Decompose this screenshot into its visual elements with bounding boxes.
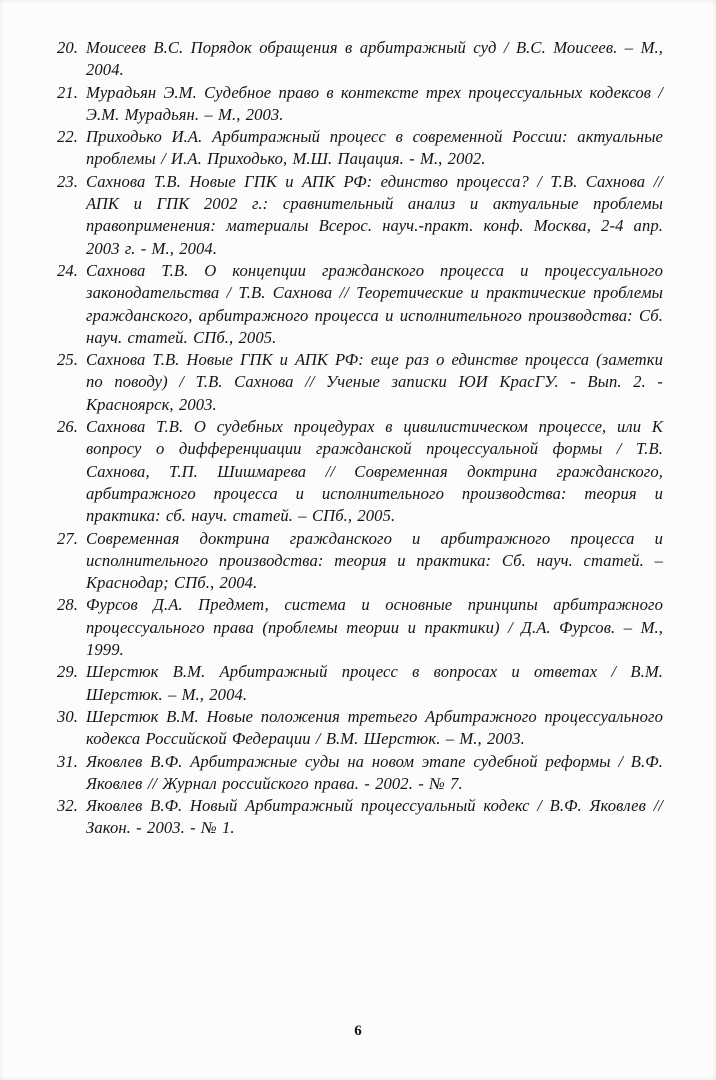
item-text: Яковлев В.Ф. Арбитражные суды на новом этапе судебной реформы / В.Ф. Яковлев // Журнал российского права. - 2002. - № 7. <box>86 751 663 793</box>
item-text: Шерстюк В.М. Новые положения третьего Арбитражного процессуального кодекса Российской Федерации / В.М. Шерстюк. – М., 2003. <box>86 706 663 749</box>
reference-list <box>57 37 663 840</box>
page-footer <box>0 1022 716 1040</box>
item-text: Моисеев В.С. Порядок обращения в арбитражный суд / В.С. Моисеев. – М., 2004. <box>86 38 663 80</box>
reference-item <box>57 416 663 527</box>
item-text: Сахнова Т.В. Новые ГПК и АПК РФ: еще раз о единстве процесса (заметки по поводу) / Т.В. Сахнова // Ученые записки ЮИ КрасГУ. - Вып. 2. - Красноярск, 2003. <box>86 350 663 414</box>
reference-item <box>57 37 663 82</box>
item-number: 21. <box>57 82 79 102</box>
item-text: Фурсов Д.А. Предмет, система и основные принципы арбитражного процессуального права (проблемы теории и практики) / Д.А. Фурсов. – М., 1999. <box>86 595 663 660</box>
item-text: Шерстюк В.М. Арбитражный процесс в вопросах и ответах / В.М. Шерстюк. – М., 2004. <box>86 662 663 704</box>
item-text: Сахнова Т.В. Новые ГПК и АПК РФ: единство процесса? / Т.В. Сахнова // АПК и ГПК 2002 г.: сравнительный анализ и актуальные проблемы правоприменения: материалы Всерос. науч.-практ. конф. Москва, 2-4 апр. 2003 г. - М., 2004. <box>86 171 663 258</box>
item-text: Сахнова Т.В. О концепции гражданского процесса и процессуального законодательства / Т.В. Сахнова // Теоретические и практические проблемы гражданского, арбитражного процесса и исполнительного производства: Сб. науч. статей. СПб., 2005. <box>86 260 663 347</box>
item-number: 24. <box>57 260 79 280</box>
reference-item <box>57 751 663 796</box>
item-text: Сахнова Т.В. О судебных процедурах в цивилистическом процессе, или К вопросу о дифференциации гражданской процессуальной формы / Т.В. Сахнова, Т.П. Шишмарева // Современная доктрина гражданского, арбитражного процесса и исполнительного производства: теория и практика: сб. науч. статей. – СПб., 2005. <box>86 417 663 526</box>
item-number: 28. <box>57 595 79 615</box>
item-number: 29. <box>57 662 79 682</box>
reference-item <box>57 126 663 171</box>
item-number: 31. <box>57 751 79 771</box>
item-text: Современная доктрина гражданского и арбитражного процесса и исполнительного производства: теория и практика: Сб. науч. статей. – Краснодар; СПб., 2004. <box>86 528 663 593</box>
item-number: 20. <box>57 38 79 57</box>
reference-item <box>57 795 663 840</box>
item-number: 27. <box>57 528 79 548</box>
item-text: Мурадьян Э.М. Судебное право в контексте трех процессуальных кодексов / Э.М. Мурадьян. – М., 2003. <box>86 82 663 124</box>
item-number: 25. <box>57 350 79 370</box>
reference-item <box>57 349 663 416</box>
reference-item <box>57 661 663 706</box>
item-number: 23. <box>57 171 79 191</box>
item-text: Яковлев В.Ф. Новый Арбитражный процессуальный кодекс / В.Ф. Яковлев // Закон. - 2003. - № 1. <box>86 796 663 838</box>
reference-item <box>57 528 663 595</box>
reference-item <box>57 594 663 661</box>
page-number: 6 <box>354 1023 362 1039</box>
item-number: 22. <box>57 127 79 147</box>
reference-item <box>57 82 663 127</box>
reference-item <box>57 171 663 260</box>
item-number: 26. <box>57 417 79 437</box>
item-text: Приходько И.А. Арбитражный процесс в современной России: актуальные проблемы / И.А. Приходько, М.Ш. Пацация. - М., 2002. <box>86 127 663 169</box>
item-number: 32. <box>57 796 79 816</box>
item-number: 30. <box>57 706 79 726</box>
reference-item <box>57 706 663 751</box>
reference-item <box>57 260 663 349</box>
